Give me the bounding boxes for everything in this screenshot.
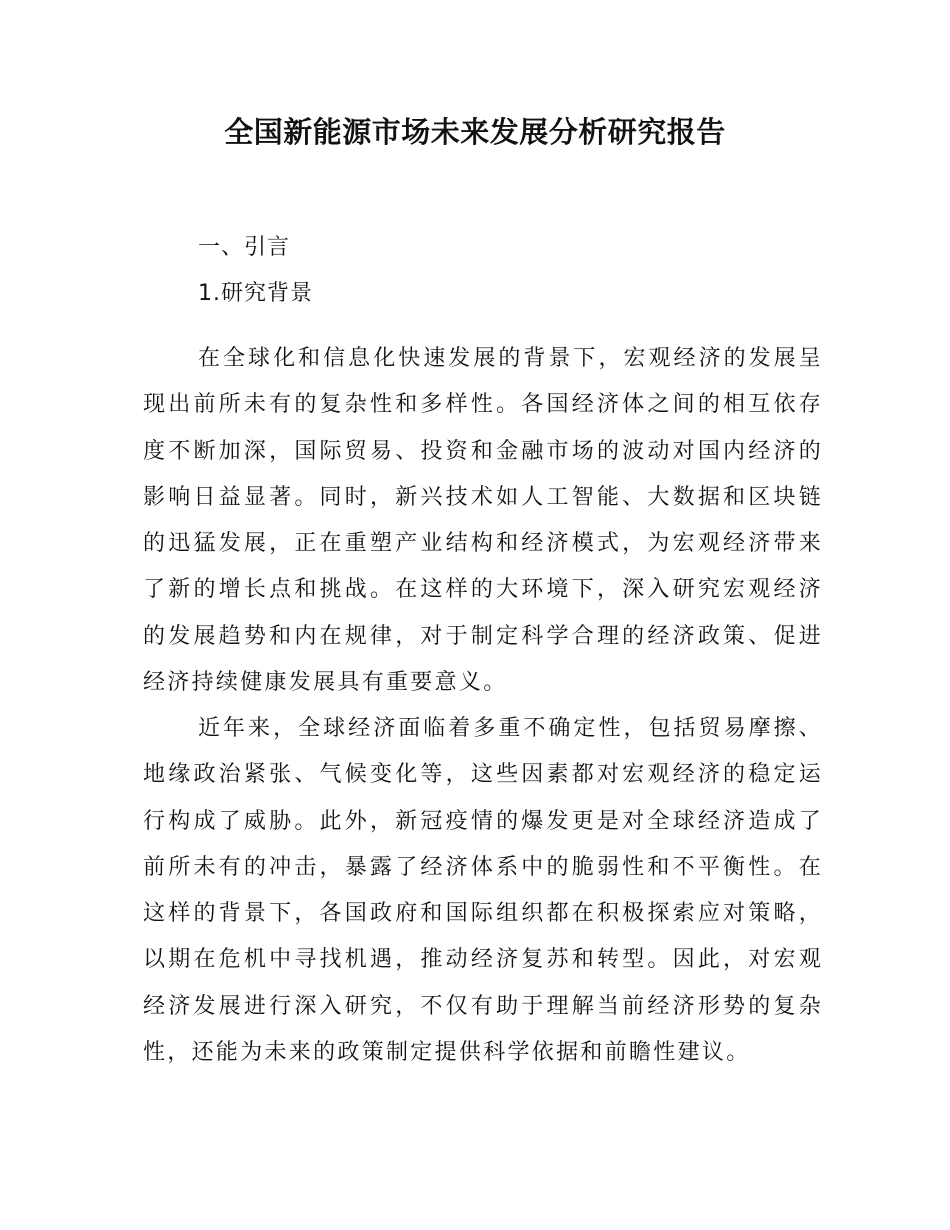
section-heading-introduction: 一、引言 [198, 235, 291, 260]
body-paragraph: 在全球化和信息化快速发展的背景下，宏观经济的发展呈现出前所未有的复杂性和多样性。各国经济体之间的相互依存度不断加深，国际贸易、投资和金融市场的波动对国内经济的影响日益显著。同时，新兴技术如人工智能、大数据和区块链的迅猛发展，正在重塑产业结构和经济模式，为宏观经济带来了新的增长点和挑战。在这样的大环境下，深入研究宏观经济的发展趋势和内在规律，对于制定科学合理的经济政策、促进经济持续健康发展具有重要意义。 [143, 346, 823, 696]
subsection-heading-research-background: 1.研究背景 [198, 281, 313, 306]
document-title: 全国新能源市场未来发展分析研究报告 [224, 115, 726, 149]
body-paragraph: 近年来，全球经济面临着多重不确定性，包括贸易摩擦、地缘政治紧张、气候变化等，这些因素都对宏观经济的稳定运行构成了威胁。此外，新冠疫情的爆发更是对全球经济造成了前所未有的冲击，暴露了经济体系中的脆弱性和不平衡性。在这样的背景下，各国政府和国际组织都在积极探索应对策略，以期在危机中寻找机遇，推动经济复苏和转型。因此，对宏观经济发展进行深入研究，不仅有助于理解当前经济形势的复杂性，还能为未来的政策制定提供科学依据和前瞻性建议。 [143, 716, 823, 1066]
